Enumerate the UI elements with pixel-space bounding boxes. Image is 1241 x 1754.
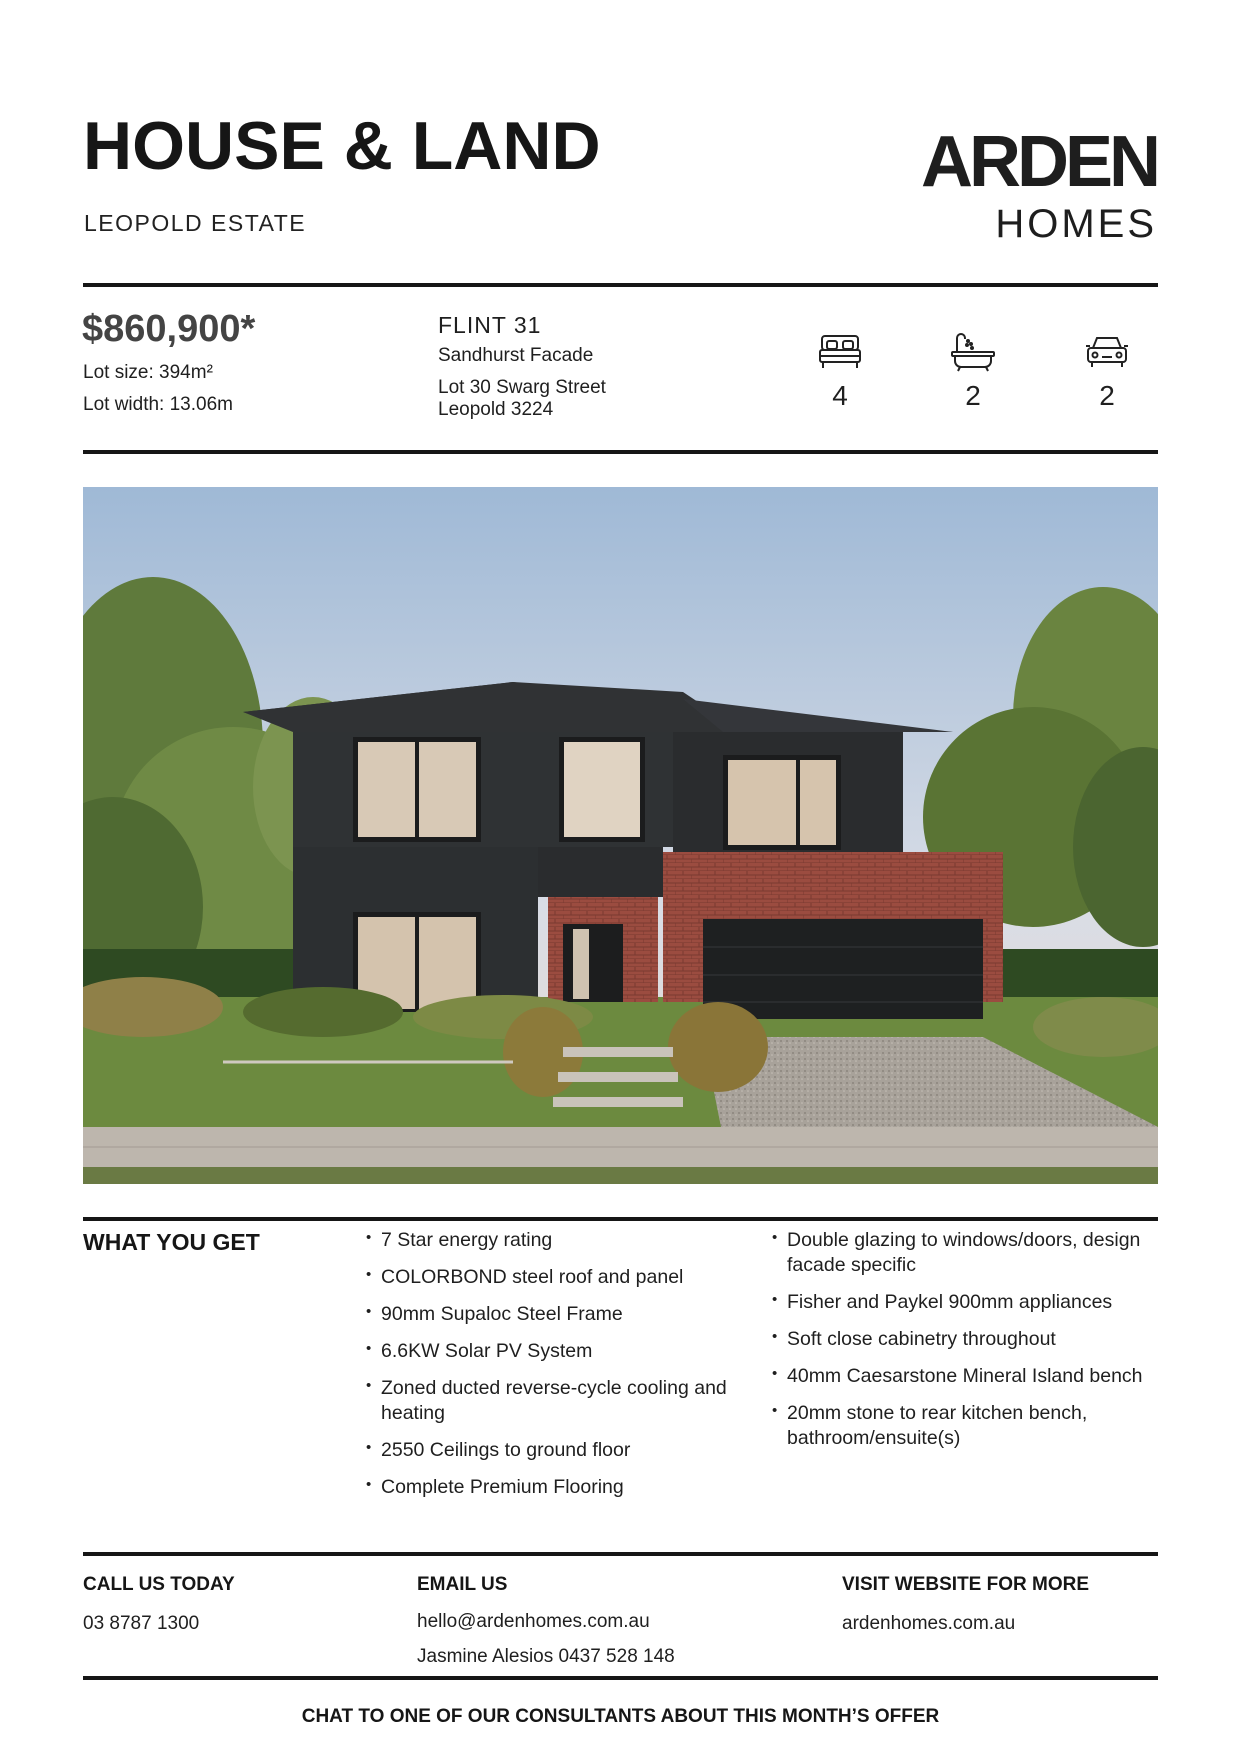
list-item: • COLORBOND steel roof and panel — [366, 1265, 746, 1290]
divider-top — [83, 283, 1158, 287]
inclusions-list-left — [366, 1228, 746, 1512]
list-item: • 7 Star energy rating — [366, 1228, 746, 1253]
inclusions-title: WHAT YOU GET — [83, 1229, 260, 1255]
facade-name: Sandhurst Facade — [438, 345, 594, 366]
consultant-contact[interactable]: Jasmine Alesios 0437 528 148 — [417, 1646, 675, 1667]
list-item: • 20mm stone to rear kitchen bench, bathroom/ensuite(s) — [772, 1401, 1162, 1451]
website-link[interactable]: ardenhomes.com.au — [842, 1613, 1016, 1634]
list-item: • Zoned ducted reverse-cycle cooling and heating — [366, 1376, 746, 1426]
house-facade-image — [83, 487, 1158, 1184]
arden-homes-logo — [897, 122, 1157, 246]
bathrooms-feature — [943, 332, 1003, 412]
divider-footer — [83, 1676, 1158, 1680]
phone-number[interactable]: 03 8787 1300 — [83, 1613, 200, 1634]
divider-info — [83, 450, 1158, 454]
logo-brand: ARDEN — [920, 122, 1157, 202]
list-item: • 2550 Ceilings to ground floor — [366, 1438, 746, 1463]
address-line-1: Lot 30 Swarg Street — [438, 377, 606, 398]
price: $860,900* — [82, 308, 256, 350]
list-item: • Complete Premium Flooring — [366, 1475, 746, 1500]
list-item: • 90mm Supaloc Steel Frame — [366, 1302, 746, 1327]
inclusions-list-right — [772, 1228, 1162, 1463]
address-line-2: Leopold 3224 — [438, 399, 554, 420]
bathrooms-count: 2 — [965, 380, 981, 411]
bed-icon — [817, 332, 863, 372]
divider-inclusions — [83, 1217, 1158, 1221]
website-heading: VISIT WEBSITE FOR MORE — [842, 1574, 1090, 1595]
bedrooms-count: 4 — [832, 380, 848, 411]
call-heading: CALL US TODAY — [83, 1574, 235, 1595]
list-item: • 40mm Caesarstone Mineral Island bench — [772, 1364, 1162, 1389]
list-item: • 6.6KW Solar PV System — [366, 1339, 746, 1364]
garage-count: 2 — [1099, 380, 1115, 411]
logo-sub: HOMES — [995, 202, 1157, 246]
divider-contact — [83, 1552, 1158, 1556]
email-heading: EMAIL US — [417, 1574, 508, 1595]
bath-icon — [950, 332, 996, 372]
lot-size: Lot size: 394m² — [83, 362, 213, 383]
page-title: HOUSE & LAND — [83, 108, 601, 184]
bedrooms-feature — [810, 332, 870, 412]
list-item: • Soft close cabinetry throughout — [772, 1327, 1162, 1352]
lot-width: Lot width: 13.06m — [83, 394, 233, 415]
list-item: • Fisher and Paykel 900mm appliances — [772, 1290, 1162, 1315]
house-model: FLINT 31 — [438, 312, 542, 338]
car-icon — [1084, 332, 1130, 372]
email-link[interactable]: hello@ardenhomes.com.au — [417, 1611, 650, 1632]
garage-feature — [1077, 332, 1137, 412]
offer-banner: CHAT TO ONE OF OUR CONSULTANTS ABOUT THIS MONTH’S OFFER — [301, 1706, 940, 1727]
list-item: • Double glazing to windows/doors, design facade specific — [772, 1228, 1162, 1278]
estate-name: LEOPOLD ESTATE — [84, 210, 307, 236]
